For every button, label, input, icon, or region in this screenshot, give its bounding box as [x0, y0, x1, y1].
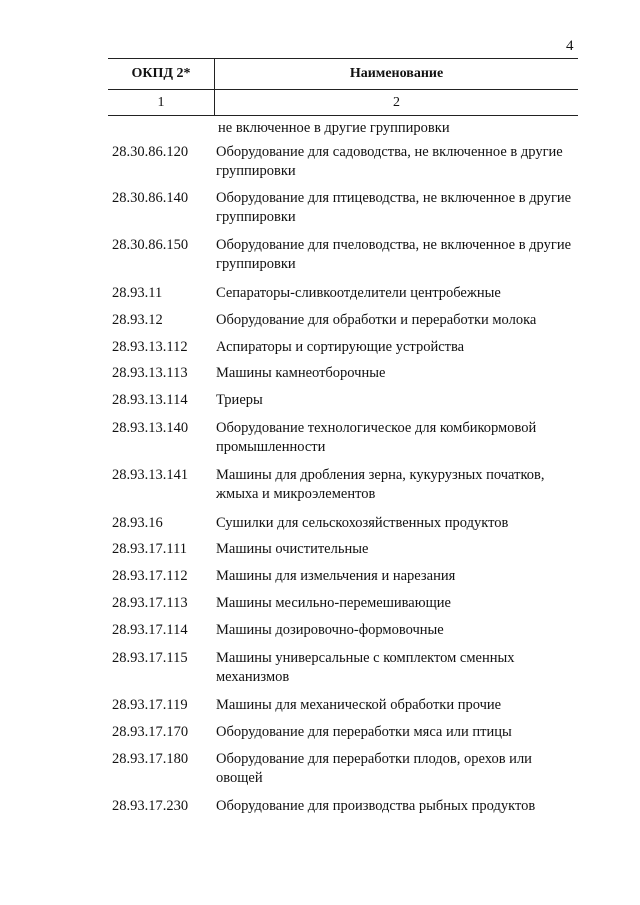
- row-name: Триеры: [216, 392, 263, 408]
- row-code: 28.93.17.230: [112, 798, 189, 814]
- row-code: 28.93.13.112: [112, 339, 188, 355]
- row-code: 28.93.17.114: [112, 622, 188, 638]
- column-number-row: [108, 90, 578, 116]
- row-code: 28.93.16: [112, 515, 163, 531]
- table-row: [112, 621, 582, 640]
- table-header: [108, 58, 578, 116]
- row-name: Машины для дробления зерна, кукурузных початков, жмыха и микроэлементов: [216, 467, 545, 502]
- row-code: 28.93.17.111: [112, 541, 188, 557]
- table-row: [112, 338, 582, 357]
- row-code: 28.93.17.115: [112, 650, 188, 666]
- table-row: [112, 567, 582, 586]
- table-row: [112, 236, 582, 274]
- row-code: 28.93.17.112: [112, 568, 188, 584]
- table-row: [112, 750, 582, 788]
- row-name: Машины месильно-перемешивающие: [216, 595, 451, 611]
- row-code: 28.93.13.141: [112, 467, 189, 483]
- row-name: Оборудование для производства рыбных продуктов: [216, 798, 536, 814]
- table-row: [112, 540, 582, 559]
- row-code: 28.30.86.120: [112, 144, 189, 160]
- row-name: Машины для механической обработки прочие: [216, 697, 502, 713]
- column-number-name: 2: [214, 90, 578, 115]
- row-name: Машины камнеотборочные: [216, 365, 386, 381]
- table-row: [112, 284, 582, 303]
- row-code: 28.93.17.119: [112, 697, 188, 713]
- row-code: 28.93.13.140: [112, 420, 189, 436]
- header-row: [108, 58, 578, 90]
- row-name: Оборудование для садоводства, не включенное в другие группировки: [216, 144, 563, 179]
- table-row: [112, 311, 582, 330]
- table-row: [112, 594, 582, 613]
- table-row: [112, 391, 582, 410]
- table-row: [112, 649, 582, 687]
- row-name: Оборудование для переработки мяса или птицы: [216, 724, 512, 740]
- row-name: Оборудование для птицеводства, не включенное в другие группировки: [216, 190, 572, 225]
- row-name: Сушилки для сельскохозяйственных продуктов: [216, 515, 509, 531]
- table-row: [112, 364, 582, 383]
- header-name: Наименование: [214, 59, 578, 89]
- table-row: [112, 797, 582, 816]
- row-code: 28.93.13.113: [112, 365, 188, 381]
- row-code: 28.93.17.113: [112, 595, 188, 611]
- column-number-code: 1: [157, 94, 165, 110]
- row-name: Оборудование для обработки и переработки молока: [216, 312, 537, 328]
- row-name: Машины для измельчения и нарезания: [216, 568, 456, 584]
- table-row: [112, 466, 582, 504]
- row-name: Оборудование технологическое для комбикормовой промышленности: [216, 420, 537, 455]
- table-row: [112, 189, 582, 227]
- row-code: 28.93.17.170: [112, 724, 189, 740]
- row-code: 28.93.17.180: [112, 751, 189, 767]
- row-code: 28.30.86.150: [112, 237, 189, 253]
- row-name: Сепараторы-сливкоотделители центробежные: [216, 285, 501, 301]
- row-code: 28.93.12: [112, 312, 163, 328]
- table-row: [112, 419, 582, 457]
- table-row: [112, 696, 582, 715]
- row-code: 28.30.86.140: [112, 190, 189, 206]
- table-row: [112, 143, 582, 181]
- table-row: [112, 723, 582, 742]
- row-name: Аспираторы и сортирующие устройства: [216, 339, 465, 355]
- row-code: 28.93.11: [112, 285, 163, 301]
- header-code: ОКПД 2*: [131, 66, 191, 81]
- row-name: Машины очистительные: [216, 541, 369, 557]
- row-name: Оборудование для переработки плодов, орехов или овощей: [216, 751, 532, 786]
- row-name: Оборудование для пчеловодства, не включенное в другие группировки: [216, 237, 572, 272]
- continuation-text: не включенное в другие группировки: [218, 120, 450, 136]
- row-name: Машины универсальные с комплектом сменных механизмов: [216, 650, 515, 685]
- row-name: Машины дозировочно-формовочные: [216, 622, 444, 638]
- table-row: [112, 514, 582, 533]
- page-number: 4: [566, 38, 574, 54]
- row-code: 28.93.13.114: [112, 392, 188, 408]
